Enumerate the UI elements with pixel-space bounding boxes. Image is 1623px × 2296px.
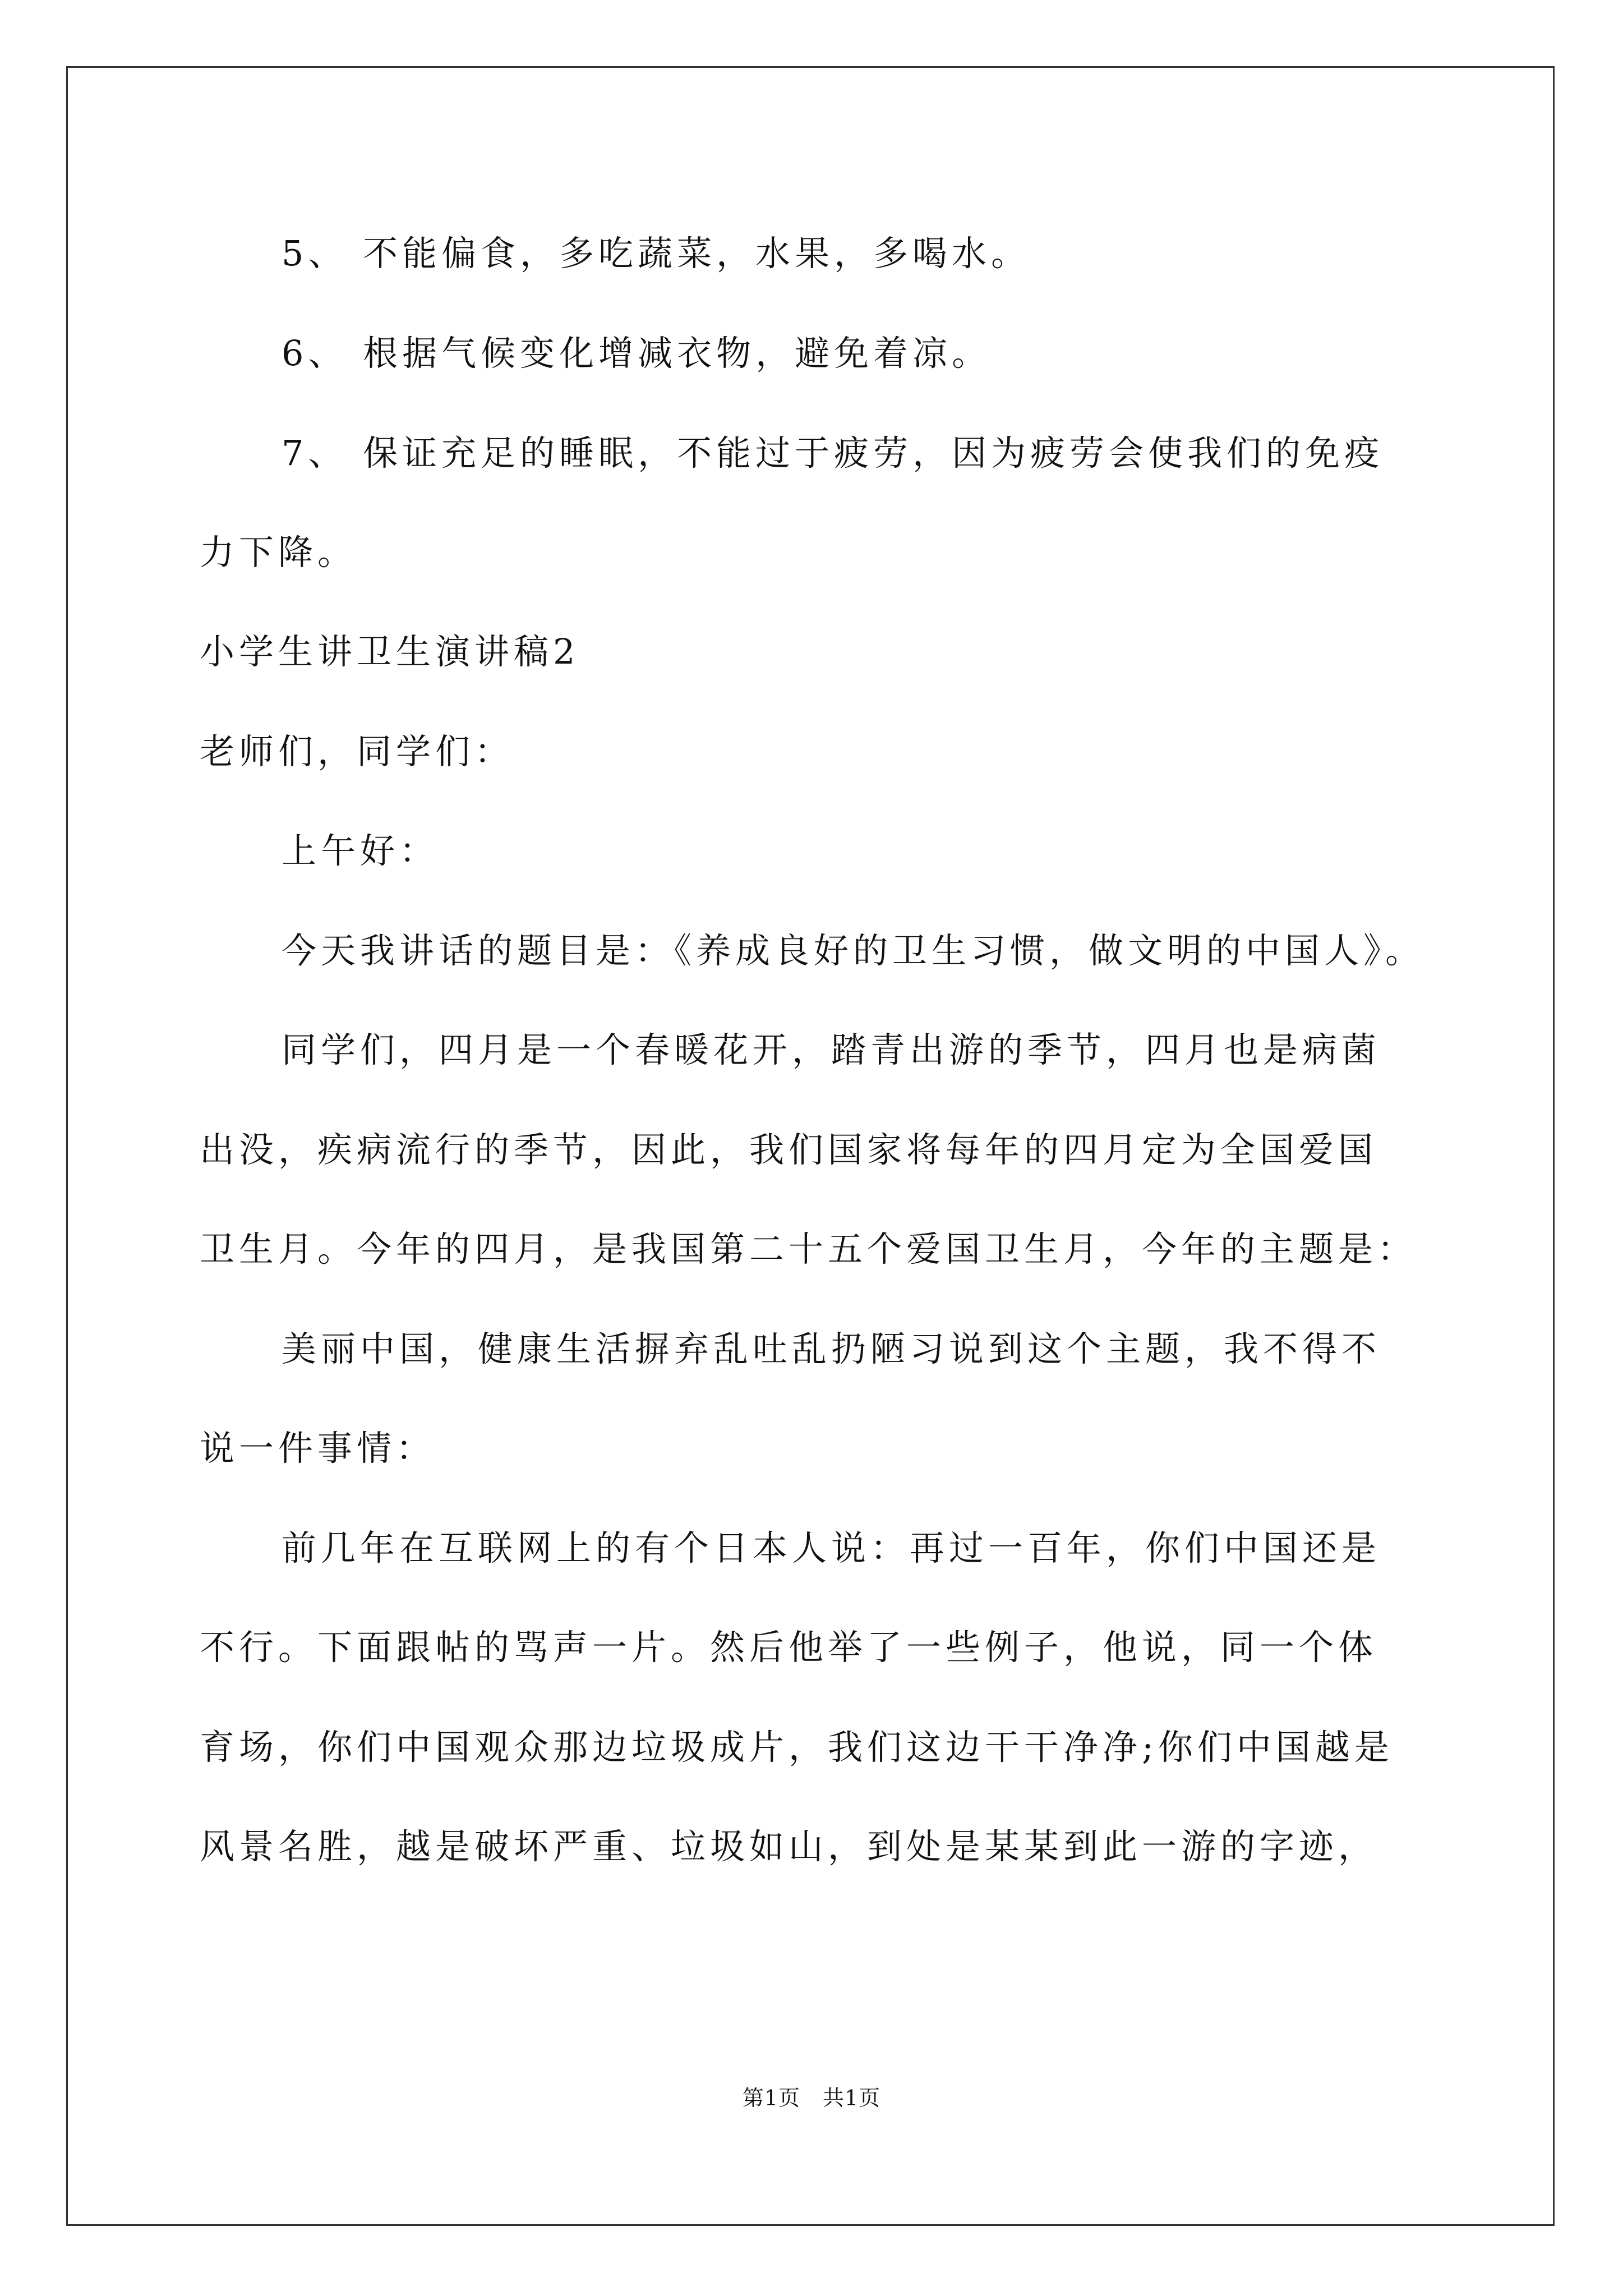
text-line: 育场，你们中国观众那边垃圾成片，我们这边干干净净;你们中国越是 [200,1727,1394,1768]
text-line: 6、 根据气候变化增减衣物，避免着凉。 [282,333,992,374]
text-line: 力下降。 [200,532,357,573]
text-line: 7、 保证充足的睡眠，不能过于疲劳，因为疲劳会使我们的免疫 [282,432,1384,473]
text-line: 同学们，四月是一个春暖花开，踏青出游的季节，四月也是病菌 [282,1029,1381,1070]
text-line: 说一件事情： [200,1428,436,1469]
page-footer [0,2084,1623,2112]
text-line: 美丽中国，健康生活摒弃乱吐乱扔陋习说到这个主题，我不得不 [282,1328,1381,1369]
text-line: 前几年在互联网上的有个日本人说：再过一百年，你们中国还是 [282,1527,1381,1568]
text-line: 风景名胜，越是破坏严重、垃圾如山，到处是某某到此一游的字迹， [200,1826,1378,1867]
page-total: 共1页 [823,2086,881,2110]
text-line: 5、 不能偏食，多吃蔬菜，水果，多喝水。 [282,233,1031,274]
text-line: 今天我讲话的题目是：《养成良好的卫生习惯，做文明的中国人》。 [282,930,1425,971]
text-line: 卫生月。今年的四月，是我国第二十五个爱国卫生月，今年的主题是： [200,1228,1417,1269]
text-line: 不行。下面跟帖的骂声一片。然后他举了一些例子，他说，同一个体 [200,1627,1378,1668]
salutation: 老师们，同学们： [200,731,514,772]
greeting: 上午好： [282,830,439,871]
page-number: 第1页 [742,2086,800,2110]
text-line: 出没，疾病流行的季节，因此，我们国家将每年的四月定为全国爱国 [200,1129,1378,1170]
section-title: 小学生讲卫生演讲稿2 [200,631,580,672]
